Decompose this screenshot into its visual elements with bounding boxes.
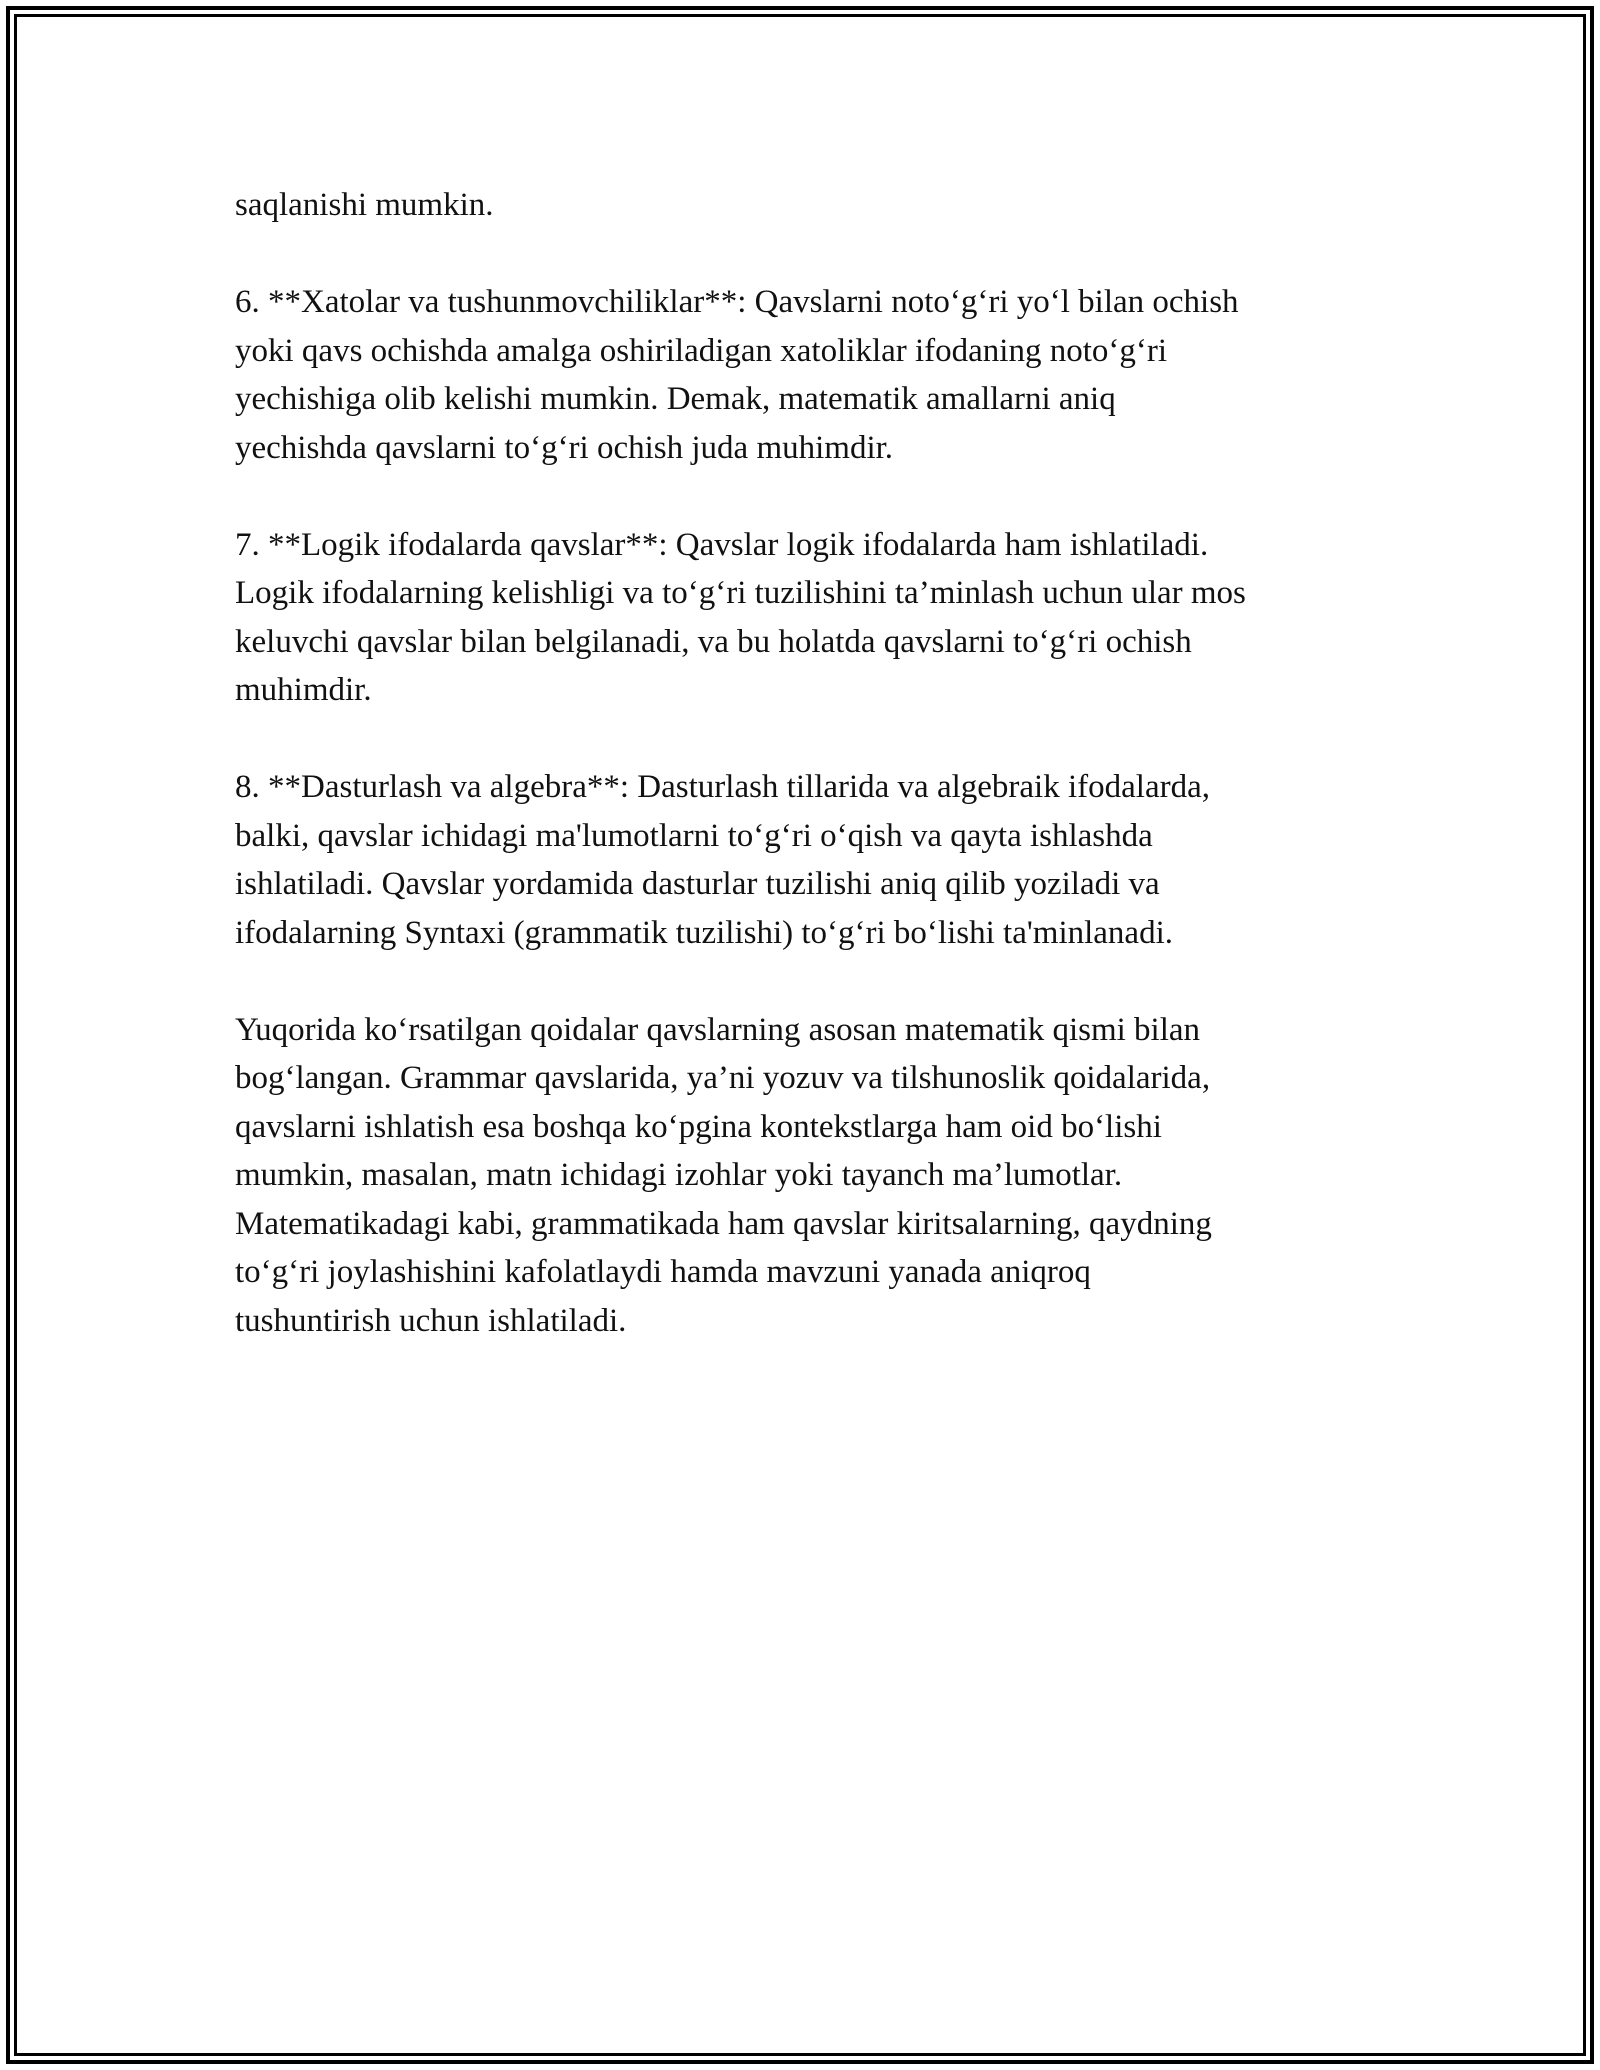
paragraph-conclusion: Yuqorida ko‘rsatilgan qoidalar qavslarning asosan matematik qismi bilan bog‘langan. Grammar qavslarida, ya’ni yozuv va tilshunoslik qoidalarida, qavslarni ishlatish esa boshqa ko‘pgina kontekstlarga ham oid bo‘lishi mumkin, masalan, matn ichidagi izohlar yoki tayanch ma’lumotlar. Matematikadagi kabi, grammatikada ham qavslar kiritsalarning, qaydning to‘g‘ri joylashishini kafolatlaydi hamda mavzuni yanada aniqroq tushuntirish uchun ishlatiladi. — [235, 1011, 1212, 1339]
paragraph-item-7-logic: 7. **Logik ifodalarda qavslar**: Qavslar logik ifodalarda ham ishlatiladi. Logik ifodalarning kelishligi va to‘g‘ri tuzilishini ta’minlash uchun ular mos keluvchi qavslar bilan belgilanadi, va bu holatda qavslarni to‘g‘ri ochish muhimdir. — [235, 526, 1246, 708]
paragraph-item-6-errors: 6. **Xatolar va tushunmovchiliklar**: Qavslarni noto‘g‘ri yo‘l bilan ochish yoki qavs ochishda amalga oshiriladigan xatoliklar ifodaning noto‘g‘ri yechishiga olib kelishi mumkin. Demak, matematik amallarni aniq yechishda qavslarni to‘g‘ri ochish juda muhimdir. — [235, 284, 1239, 466]
document-body — [235, 181, 1385, 1345]
paragraph-item-8-programming: 8. **Dasturlash va algebra**: Dasturlash tillarida va algebraik ifodalarda, balki, qavslar ichidagi ma'lumotlarni to‘g‘ri o‘qish va qayta ishlashda ishlatiladi. Qavslar yordamida dasturlar tuzilishi aniq qilib yoziladi va ifodalarning Syntaxi (grammatik tuzilishi) to‘g‘ri bo‘lishi ta'minlanadi. — [235, 769, 1210, 951]
paragraph-continuation: saqlanishi mumkin. — [235, 187, 494, 223]
